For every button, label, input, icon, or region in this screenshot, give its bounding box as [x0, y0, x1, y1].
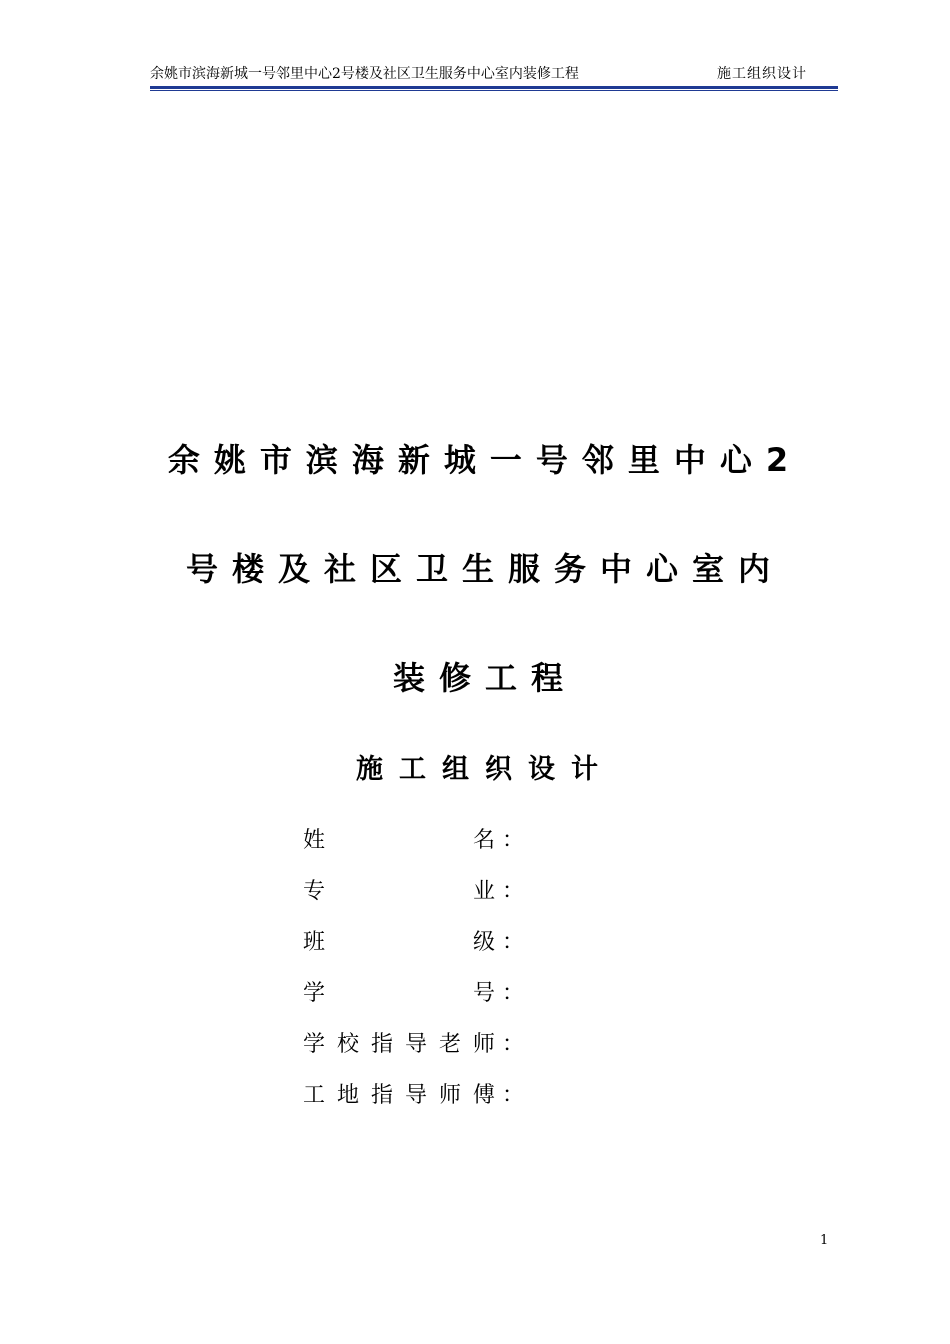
info-colon: ：: [502, 879, 525, 904]
info-row: [303, 926, 603, 977]
header-rule-thick: [150, 86, 838, 89]
info-row: [303, 824, 603, 875]
header-document-type: 施工组织设计: [717, 66, 807, 82]
header-project-title: 余姚市滨海新城一号邻里中心2号楼及社区卫生服务中心室内装修工程: [150, 66, 579, 82]
info-row: [303, 875, 603, 926]
info-label: 学 校 指 导 老 师: [303, 1032, 495, 1057]
info-colon: ：: [502, 828, 525, 853]
student-info-list: [303, 824, 603, 1130]
page-number: 1: [820, 1233, 829, 1248]
info-colon: ：: [502, 1083, 525, 1108]
info-colon: ：: [502, 1032, 525, 1057]
info-colon: ：: [502, 930, 525, 955]
info-label: 工 地 指 导 师 傅: [303, 1083, 495, 1108]
info-colon: ：: [502, 981, 525, 1006]
info-label: 姓 名: [303, 828, 495, 853]
info-row: [303, 1028, 603, 1079]
info-row: [303, 977, 603, 1028]
info-label: 班 级: [303, 930, 495, 955]
cover-subtitle: 施工组织设计: [356, 754, 614, 785]
info-label: 学 号: [303, 981, 495, 1006]
cover-title-line-1: 余姚市滨海新城一号邻里中心2: [167, 441, 803, 479]
page-header: [150, 64, 838, 84]
cover-title-line-3: 装修工程: [392, 659, 577, 697]
cover-title-line-2: 号楼及社区卫生服务中心室内: [185, 550, 784, 588]
header-rule-thin: [150, 90, 838, 91]
info-label: 专 业: [303, 879, 495, 904]
info-row: [303, 1079, 603, 1130]
